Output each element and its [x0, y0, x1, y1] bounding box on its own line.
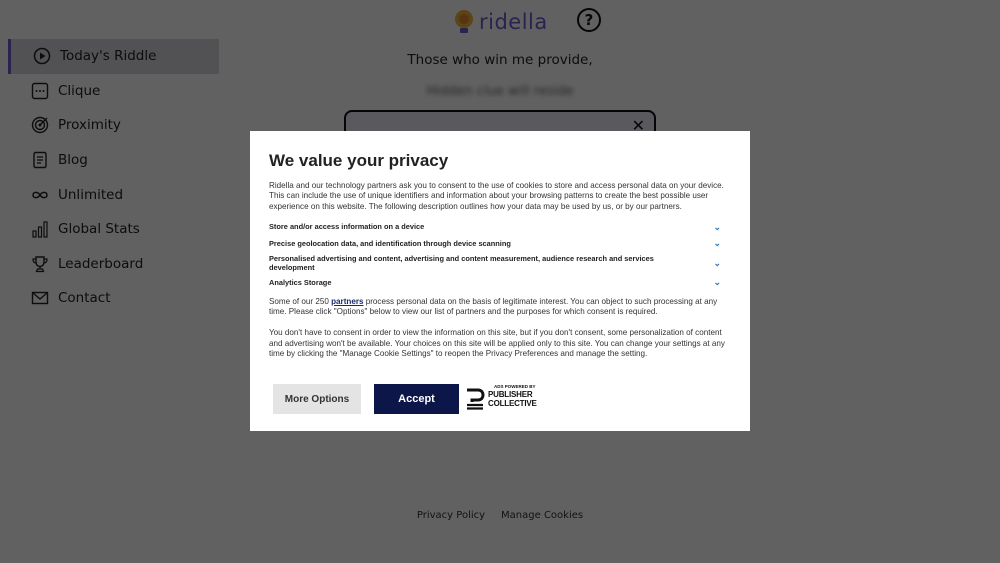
purpose-item[interactable] — [269, 252, 731, 276]
brand-line-2: COLLECTIVE — [488, 399, 537, 408]
purpose-label: Personalised advertising and content, advertising and content measurement, audience research and services development — [269, 254, 654, 272]
dialog-title: We value your privacy — [269, 151, 449, 170]
brand-line-1: PUBLISHER — [488, 390, 533, 399]
more-options-button[interactable]: More Options — [273, 384, 361, 414]
legit-text-after: process personal data on the basis of legitimate interest. You can object to such processing at any time. Please click "Options" below to view our list of partners and the purposes for which consent is required. — [269, 296, 718, 317]
purpose-label: Analytics Storage — [269, 277, 332, 287]
legitimate-interest-text — [269, 297, 731, 318]
privacy-consent-dialog — [250, 131, 750, 431]
chevron-down-icon[interactable]: ⌄ — [713, 277, 721, 288]
dialog-intro-text: Ridella and our technology partners ask you to consent to the use of cookies to store and access personal data on your device. This can include the use of unique identifiers and information about your browsing patterns to create the best possible user experience on this website. The following description outlines how your data may be used by us, or by our partners. — [269, 181, 724, 211]
publisher-collective-logo — [465, 388, 537, 410]
purpose-item[interactable] — [269, 276, 731, 290]
purpose-list — [269, 219, 731, 290]
purpose-item[interactable] — [269, 219, 731, 236]
chevron-down-icon[interactable]: ⌄ — [713, 238, 721, 249]
chevron-down-icon[interactable]: ⌄ — [713, 221, 721, 232]
dialog-actions — [273, 384, 537, 414]
consent-explanation-text: You don't have to consent in order to view the information on this site, but if you don't consent, some personalization of content and advertising won't be available. Your choices on this site will be applied only to this site. You can change your settings at any time by clicking the "Manage Cookie Settings" to reopen the Privacy Preferences and manage the setting. — [269, 328, 725, 359]
partners-link[interactable]: partners — [331, 296, 364, 306]
publisher-collective-wordmark — [488, 390, 537, 408]
chevron-down-icon[interactable]: ⌄ — [713, 258, 721, 269]
purpose-item[interactable] — [269, 236, 731, 252]
ads-powered-by-label: ADS POWERED BY — [494, 384, 536, 389]
publisher-collective-mark-icon — [465, 388, 485, 410]
legit-text-before: Some of our 250 — [269, 296, 332, 306]
purpose-label: Precise geolocation data, and identification through device scanning — [269, 238, 511, 248]
accept-button[interactable]: Accept — [374, 384, 459, 414]
purpose-label: Store and/or access information on a device — [269, 222, 425, 232]
